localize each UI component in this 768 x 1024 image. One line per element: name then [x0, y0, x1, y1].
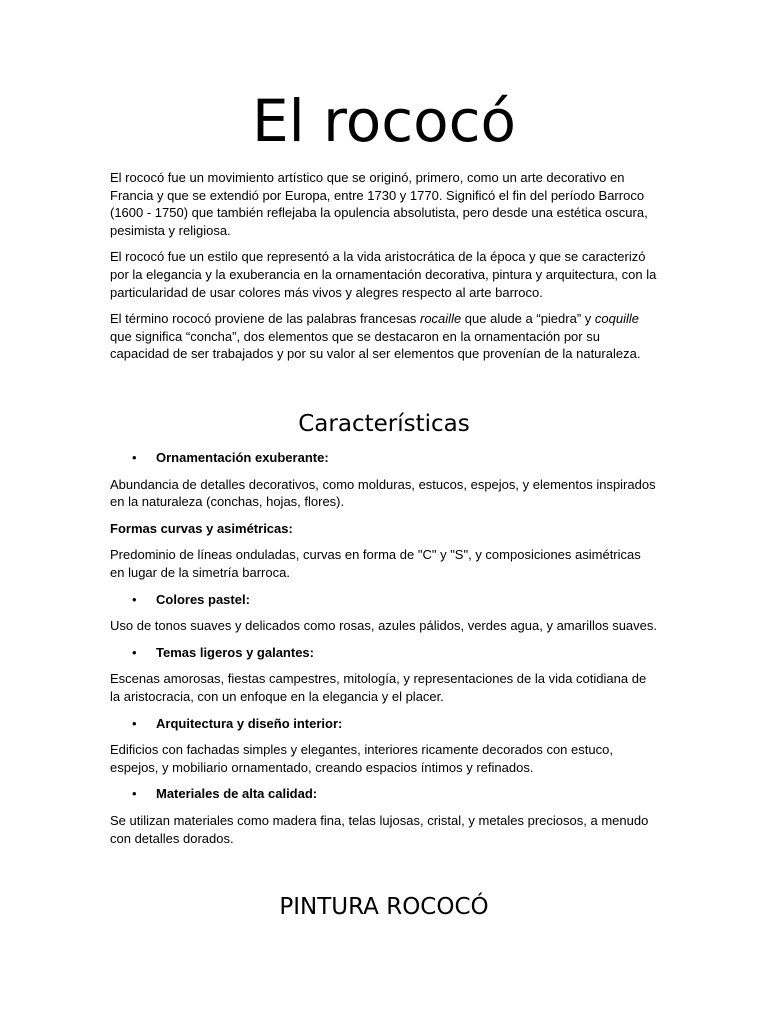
intro-p3-part-b: que alude a “piedra” y	[461, 311, 595, 327]
intro-p3-part-c: que significa “concha”, dos elementos que se destacaron en la ornamentación por su capacidad de ser trabajados y por su valor al ser elementos que provenían de la naturaleza.	[110, 328, 641, 362]
feature-description: Abundancia de detalles decorativos, como molduras, estucos, espejos, y elementos inspirados en la naturaleza (conchas, hojas, flores).	[110, 476, 656, 510]
feature-title: • Colores pastel:	[110, 591, 658, 609]
feature-title: Formas curvas y asimétricas:	[110, 520, 293, 536]
intro-section	[110, 169, 658, 372]
characteristics-heading: Características	[298, 411, 470, 437]
feature-title: • Materiales de alta calidad:	[110, 785, 658, 803]
feature-title: • Arquitectura y diseño interior:	[110, 715, 658, 733]
term-coquille: coquille	[594, 311, 639, 327]
term-rocaille: rocaille	[420, 311, 462, 327]
feature-title: • Ornamentación exuberante:	[110, 449, 658, 467]
page-title: El rococó	[251, 87, 516, 155]
painting-heading: PINTURA ROCOCÓ	[279, 894, 489, 920]
feature-description: Se utilizan materiales como madera fina, telas lujosas, cristal, y metales preciosos, a menudo con detalles dorados.	[110, 812, 649, 846]
intro-paragraph-3	[110, 310, 658, 363]
intro-p3-part-a: El término rococó proviene de las palabras francesas	[110, 311, 420, 327]
feature-description: Uso de tonos suaves y delicados como rosas, azules pálidos, verdes agua, y amarillos suaves.	[110, 618, 658, 634]
intro-paragraph-2: El rococó fue un estilo que representó a la vida aristocrática de la época y que se caracterizó por la elegancia y la exuberancia en la ornamentación decorativa, pintura y arquitectura, con la particularidad de usar colores más vivos y alegres respecto al arte barroco.	[110, 249, 657, 300]
feature-description: Edificios con fachadas simples y elegantes, interiores ricamente decorados con estuco, espejos, y mobiliario ornamentado, creando espacios íntimos y refinados.	[110, 742, 613, 775]
feature-title: • Temas ligeros y galantes:	[110, 644, 658, 662]
characteristics-list	[110, 449, 658, 856]
feature-description: Predominio de líneas onduladas, curvas en forma de "C" y "S", y composiciones asimétricas en lugar de la simetría barroca.	[110, 547, 641, 580]
intro-paragraph-1: El rococó fue un movimiento artístico que se originó, primero, como un arte decorativo en Francia y que se extendió por Europa, entre 1730 y 1770. Significó el fin del período Barroco (1600 - 1750) que también reflejaba la opulencia absolutista, pero desde una estética oscura, pesimista y religiosa.	[110, 170, 648, 238]
feature-description: Escenas amorosas, fiestas campestres, mitología, y representaciones de la vida cotidiana de la aristocracia, con un enfoque en la elegancia y el placer.	[110, 671, 647, 704]
